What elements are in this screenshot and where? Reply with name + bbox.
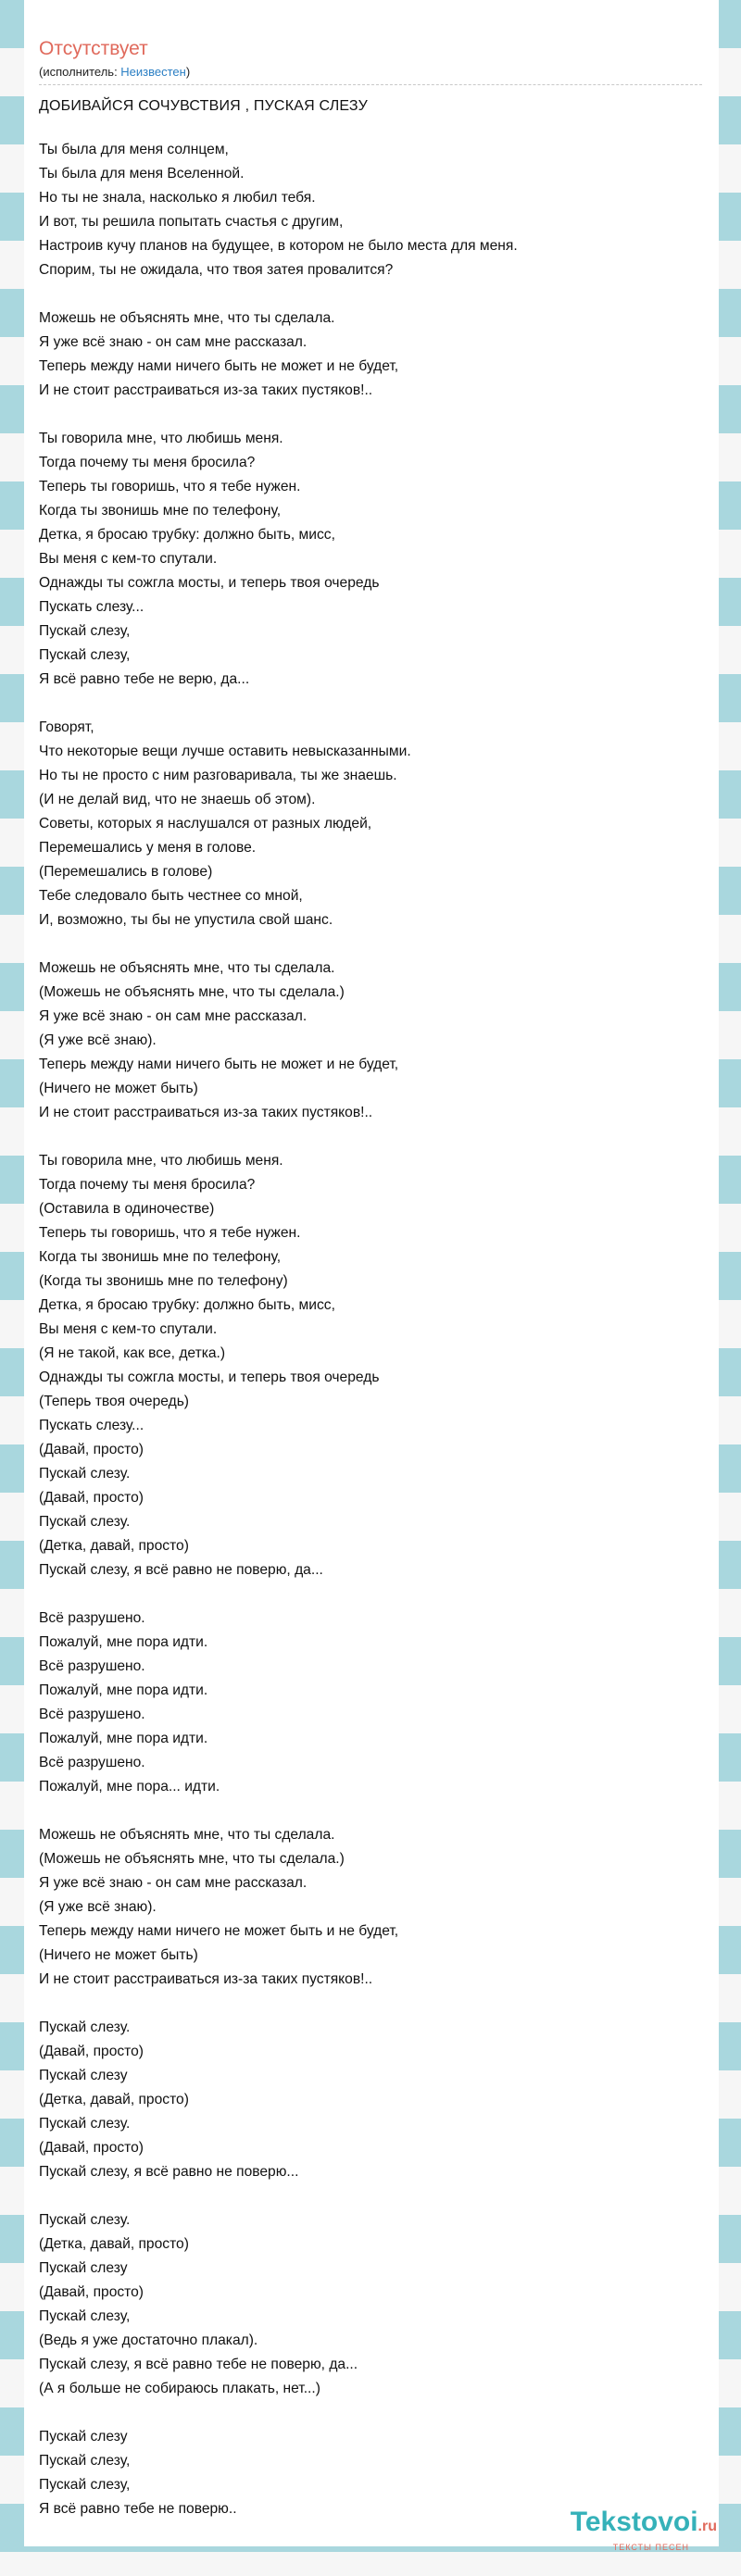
lyric-line: Пускай слезу. (39, 2116, 131, 2132)
lyric-line: Можешь не объяснять мне, что ты сделала. (39, 1827, 335, 1843)
lyric-line: (Давай, просто) (39, 2284, 144, 2300)
lyric-line: Пускай слезу. (39, 1466, 131, 1482)
lyric-line: (А я больше не собираюсь плакать, нет...) (39, 2381, 320, 2396)
lyric-line: И не стоит расстраиваться из-за таких пустяков!.. (39, 1971, 373, 1987)
lyric-line: Пускай слезу. (39, 1514, 131, 1530)
divider (39, 84, 702, 85)
stanza-gap (39, 403, 702, 427)
lyrics-body (39, 138, 702, 2521)
lyric-line: Пожалуй, мне пора идти. (39, 1731, 208, 1746)
stanza-gap (39, 2401, 702, 2425)
artist-prefix: (исполнитель: (39, 65, 121, 79)
lyric-line: Ты была для меня Вселенной. (39, 166, 245, 181)
lyric-line: И вот, ты решила попытать счастья с другим, (39, 214, 344, 230)
lyric-line: Я уже всё знаю - он сам мне рассказал. (39, 1875, 308, 1891)
stanza-gap (39, 1582, 702, 1607)
lyric-line: Теперь ты говоришь, что я тебе нужен. (39, 479, 301, 494)
lyric-line: Пускай слезу (39, 2260, 128, 2276)
logo-name: Tekstovoi (570, 2507, 698, 2537)
song-heading: ДОБИВАЙСЯ СОЧУВСТВИЯ , ПУСКАЯ СЛЕЗУ (39, 98, 368, 114)
lyric-line: Тогда почему ты меня бросила? (39, 455, 256, 470)
lyric-line: Ты говорила мне, что любишь меня. (39, 431, 283, 446)
lyric-line: Пожалуй, мне пора идти. (39, 1682, 208, 1698)
lyric-line: Пускай слезу, (39, 623, 131, 639)
stanza-gap (39, 282, 702, 306)
lyric-line: Детка, я бросаю трубку: должно быть, мисс, (39, 1297, 335, 1313)
lyric-line: Но ты не знала, насколько я любил тебя. (39, 190, 316, 206)
stanza-gap (39, 932, 702, 957)
lyric-line: (И не делай вид, что не знаешь об этом). (39, 792, 316, 807)
lyric-line: Пожалуй, мне пора... идти. (39, 1779, 220, 1794)
lyric-line: Вы меня с кем-то спутали. (39, 1321, 218, 1337)
lyric-line: Пускай слезу (39, 2068, 128, 2083)
lyric-line: Пускай слезу, я всё равно не поверю... (39, 2164, 299, 2180)
lyric-line: Что некоторые вещи лучше оставить невысказанными. (39, 744, 411, 759)
stanza-gap (39, 1992, 702, 2016)
lyric-line: (Когда ты звонишь мне по телефону) (39, 1273, 288, 1289)
lyric-line: Спорим, ты не ожидала, что твоя затея провалится? (39, 262, 394, 278)
song-title: Отсутствует (39, 38, 148, 59)
lyric-line: Однажды ты сожгла мосты, и теперь твоя очередь (39, 575, 380, 591)
lyric-line: (Детка, давай, просто) (39, 2092, 189, 2107)
lyric-line: (Ведь я уже достаточно плакал). (39, 2332, 258, 2348)
lyric-line: (Детка, давай, просто) (39, 1538, 189, 1554)
lyric-line: Пускай слезу, (39, 2477, 131, 2493)
lyric-line: Пускать слезу... (39, 599, 144, 615)
lyric-line: (Детка, давай, просто) (39, 2236, 189, 2252)
lyric-line: Настроив кучу планов на будущее, в котором не было места для меня. (39, 238, 518, 254)
lyric-line: Пускай слезу, я всё равно тебе не поверю, да... (39, 2357, 358, 2372)
lyric-line: Можешь не объяснять мне, что ты сделала. (39, 960, 335, 976)
lyric-line: Однажды ты сожгла мосты, и теперь твоя очередь (39, 1369, 380, 1385)
lyric-line: Всё разрушено. (39, 1755, 145, 1770)
lyric-line: Ты была для меня солнцем, (39, 142, 229, 157)
lyric-line: Теперь ты говоришь, что я тебе нужен. (39, 1225, 301, 1241)
lyric-line: Ты говорила мне, что любишь меня. (39, 1153, 283, 1169)
lyric-line: (Давай, просто) (39, 1442, 144, 1457)
lyric-line: Теперь между нами ничего быть не может и не будет, (39, 1057, 399, 1072)
logo-tagline: ТЕКСТЫ ПЕСЕН (612, 2543, 689, 2552)
lyric-line: Но ты не просто с ним разговаривала, ты же знаешь. (39, 768, 397, 783)
lyric-line: Пускай слезу, (39, 2453, 131, 2469)
stanza-gap (39, 1125, 702, 1149)
stanza-gap (39, 692, 702, 716)
lyric-line: Пускай слезу (39, 2429, 128, 2445)
lyric-line: Всё разрушено. (39, 1658, 145, 1674)
stanza-gap (39, 2184, 702, 2208)
lyric-line: (Ничего не может быть) (39, 1081, 198, 1096)
lyric-line: И не стоит расстраиваться из-за таких пустяков!.. (39, 382, 373, 398)
lyric-line: Когда ты звонишь мне по телефону, (39, 1249, 282, 1265)
lyric-line: (Можешь не объяснять мне, что ты сделала.) (39, 984, 345, 1000)
lyric-line: (Я уже всё знаю). (39, 1899, 157, 1915)
lyric-line: Тебе следовало быть честнее со мной, (39, 888, 303, 904)
artist-line (39, 65, 702, 80)
lyric-line: (Ничего не может быть) (39, 1947, 198, 1963)
lyric-line: Детка, я бросаю трубку: должно быть, мисс, (39, 527, 335, 543)
lyric-line: Советы, которых я наслушался от разных людей, (39, 816, 372, 832)
lyric-line: И не стоит расстраиваться из-за таких пустяков!.. (39, 1105, 373, 1120)
stanza-gap (39, 1799, 702, 1823)
lyric-line: Пускай слезу, (39, 2308, 131, 2324)
lyric-line: Пускай слезу. (39, 2212, 131, 2228)
lyric-line: Я уже всё знаю - он сам мне рассказал. (39, 334, 308, 350)
lyric-line: (Можешь не объяснять мне, что ты сделала.) (39, 1851, 345, 1867)
lyric-line: (Давай, просто) (39, 1490, 144, 1506)
lyric-line: (Я уже всё знаю). (39, 1032, 157, 1048)
lyric-line: Теперь между нами ничего не может быть и не будет, (39, 1923, 399, 1939)
lyric-line: (Теперь твоя очередь) (39, 1394, 190, 1409)
lyrics-page (24, 0, 719, 2546)
lyric-line: Всё разрушено. (39, 1610, 145, 1626)
lyric-line: Я всё равно тебе не поверю.. (39, 2501, 237, 2517)
artist-suffix: ) (185, 65, 191, 79)
site-logo[interactable] (571, 2508, 717, 2552)
lyric-line: И, возможно, ты бы не упустила свой шанс. (39, 912, 333, 928)
lyric-line: Можешь не объяснять мне, что ты сделала. (39, 310, 335, 326)
lyric-line: Всё разрушено. (39, 1707, 145, 1722)
lyric-line: Я всё равно тебе не верю, да... (39, 671, 250, 687)
lyric-line: (Давай, просто) (39, 2140, 144, 2156)
lyric-line: (Давай, просто) (39, 2044, 144, 2059)
lyric-line: Пускать слезу... (39, 1418, 144, 1433)
lyric-line: Тогда почему ты меня бросила? (39, 1177, 256, 1193)
logo-tld: .ru (697, 2519, 717, 2534)
lyric-line: Пускай слезу, я всё равно не поверю, да... (39, 1562, 323, 1578)
lyric-line: Пожалуй, мне пора идти. (39, 1634, 208, 1650)
lyric-line: Теперь между нами ничего быть не может и не будет, (39, 358, 399, 374)
lyric-line: Пускай слезу. (39, 2020, 131, 2035)
lyric-line: Говорят, (39, 719, 94, 735)
lyric-line: (Перемешались в голове) (39, 864, 213, 880)
lyric-line: (Оставила в одиночестве) (39, 1201, 215, 1217)
lyric-line: Вы меня с кем-то спутали. (39, 551, 218, 567)
lyric-line: (Я не такой, как все, детка.) (39, 1345, 226, 1361)
lyric-line: Перемешались у меня в голове. (39, 840, 257, 856)
lyric-line: Пускай слезу, (39, 647, 131, 663)
artist-link[interactable]: Неизвестен (120, 65, 186, 79)
lyric-line: Я уже всё знаю - он сам мне рассказал. (39, 1008, 308, 1024)
lyric-line: Когда ты звонишь мне по телефону, (39, 503, 282, 519)
